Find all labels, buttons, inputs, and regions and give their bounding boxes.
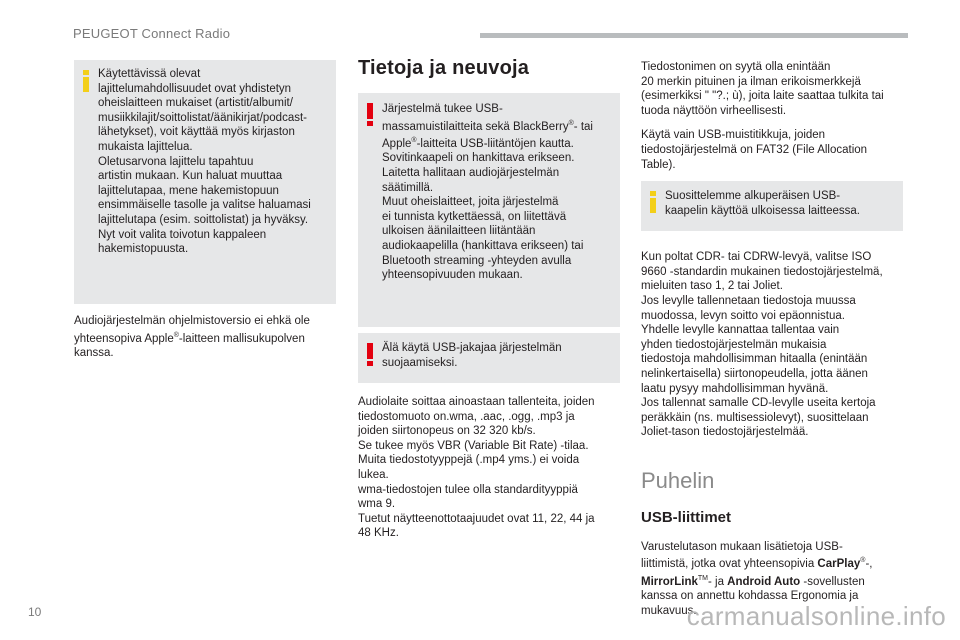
para-line: Kun poltat CDR- tai CDRW-levyä, valitse ISO xyxy=(641,251,872,264)
registered-mark: ® xyxy=(568,119,574,127)
column-3 xyxy=(641,60,903,619)
android-auto-label: Android Auto xyxy=(727,575,801,588)
text-fragment: - ja xyxy=(707,575,728,588)
text-fragment: yhteensopiva Apple xyxy=(74,332,174,345)
para-line: tiedostomuoto on.wma, .aac, .ogg, .mp3 ja xyxy=(358,410,575,423)
note-line: Laitetta hallitaan audiojärjestelmän xyxy=(382,167,560,180)
header-divider-bar xyxy=(480,33,908,38)
note-line: lajittelutapaa, mene hakemistopuun xyxy=(98,184,279,197)
info-icon-bar xyxy=(83,77,89,92)
text-fragment: -laitteen mallisukupolven xyxy=(178,332,305,345)
note-line xyxy=(382,117,610,134)
note-line: ulkoisen äänilaitteen liitäntään xyxy=(382,225,536,238)
para-line: peräkkäin (ns. multisessiolevyt), suosittelaan xyxy=(641,411,869,424)
para-line: mukavuus. xyxy=(641,604,697,617)
info-icon-dot xyxy=(650,191,656,196)
para-line: Muita tiedostotyyppejä (.mp4 yms.) ei voida xyxy=(358,454,580,467)
para-line: nelinkertaisella) siirtonopeudella, jotta äänen xyxy=(641,367,868,380)
note-line: säätimillä. xyxy=(382,181,434,194)
para-line: Table). xyxy=(641,158,676,171)
para-line: tiedostojärjestelmä on FAT32 (File Allocation xyxy=(641,143,868,156)
chapter-title: Puhelin xyxy=(641,467,715,493)
watermark: carmanualsonline.info xyxy=(686,601,946,631)
warning-icon xyxy=(366,103,374,125)
para-line xyxy=(641,572,903,589)
para-line: Käytä vain USB-muistitikkuja, joiden xyxy=(641,129,826,142)
note-line: Bluetooth streaming -yhteyden avulla xyxy=(382,254,572,267)
text-fragment: - tai xyxy=(573,120,593,133)
note-line: lajittelumahdollisuudet ovat yhdistetyn xyxy=(98,82,292,95)
warning-note-usb-hub xyxy=(358,333,620,383)
para-line xyxy=(641,554,903,571)
para-line: lukea. xyxy=(358,468,389,481)
header-title: PEUGEOT Connect Radio xyxy=(73,26,231,41)
para-line: (esimerkiksi " "?.; ù), joita laite saattaa tulkita tai xyxy=(641,90,884,103)
para-line: Tiedostonimen on syytä olla enintään xyxy=(641,61,831,73)
page-number: 10 xyxy=(28,605,42,619)
para-line xyxy=(74,329,336,346)
para-line: muodossa, levyn soitto voi epäonnistua. xyxy=(641,309,845,322)
note-line: Älä käytä USB-jakajaa järjestelmän xyxy=(382,342,562,354)
para-line: Audiojärjestelmän ohjelmistoversio ei ehkä ole xyxy=(74,315,310,327)
info-icon-dot xyxy=(83,70,89,75)
note-line: audiokaapelilla (hankittava erikseen) tai xyxy=(382,240,584,252)
text-fragment: Apple xyxy=(382,137,412,150)
cd-burning-paragraph xyxy=(641,250,903,440)
info-note xyxy=(74,60,336,304)
note-line: kaapelin käyttöä ulkoisessa laitteessa. xyxy=(665,204,860,217)
note-line: Oletusarvona lajittelu tapahtuu xyxy=(98,155,254,168)
para-line: Se tukee myös VBR (Variable Bit Rate) -tilaa. xyxy=(358,439,589,452)
note-line: Järjestelmä tukee USB- xyxy=(382,103,503,115)
note-line: ei tunnista kytkettäessä, on liitettävä xyxy=(382,210,567,223)
warning-note-usb xyxy=(358,93,620,327)
text-fragment: -laitteita USB-liitäntöjen kautta. xyxy=(416,137,574,150)
para-line: Yhdelle levylle kannattaa tallentaa vain xyxy=(641,324,840,337)
note-line: artistin mukaan. Kun haluat muuttaa xyxy=(98,170,283,183)
para-line: Audiolaite soittaa ainoastaan tallenteita, joiden xyxy=(358,396,595,408)
note-line: hakemistopuusta. xyxy=(98,243,189,256)
warning-icon-dot xyxy=(367,361,373,366)
para-line: kanssa. xyxy=(74,347,114,360)
para-line: wma-tiedostojen tulee olla standardityyppiä xyxy=(358,483,578,496)
para-line: joiden siirtonopeus on 32 320 kb/s. xyxy=(358,425,536,438)
text-fragment: -sovellusten xyxy=(800,575,865,588)
carplay-label: CarPlay xyxy=(817,558,861,571)
note-line: oheislaitteen mukaiset (artistit/albumit/ xyxy=(98,97,293,110)
info-icon xyxy=(82,70,90,92)
trademark-mark: TM xyxy=(697,574,708,582)
audio-format-paragraph xyxy=(358,395,620,541)
para-line: laatu pysyy mahdollisimman hyvänä. xyxy=(641,382,829,395)
text-fragment: liittimistä, jotka ovat yhteensopivia xyxy=(641,558,818,571)
text-fragment: -, xyxy=(865,558,873,571)
apple-compat-paragraph xyxy=(74,314,336,361)
para-line: tiedostoja mahdollisimman hitaalla (enintään xyxy=(641,353,868,366)
para-line: 48 KHz. xyxy=(358,527,399,540)
warning-icon xyxy=(366,343,374,365)
note-line: mukaista lajittelua. xyxy=(98,140,193,153)
para-line: tuoda näyttöön virheellisesti. xyxy=(641,104,787,117)
registered-mark: ® xyxy=(173,331,179,339)
para-line: yhden tiedostojärjestelmän mukaisia xyxy=(641,338,827,351)
subheading: USB-liittimet xyxy=(641,508,731,526)
warning-icon-bar xyxy=(367,103,373,119)
para-line: 20 merkin pituinen ja ilman erikoismerkkejä xyxy=(641,75,861,88)
para-line: Tuetut näytteenottotaajuudet ovat 11, 22, 44 ja xyxy=(358,512,595,525)
section-title: Tietoja ja neuvoja xyxy=(358,57,530,79)
para-line: wma 9. xyxy=(358,498,396,511)
registered-mark: ® xyxy=(860,557,866,565)
para-line: Jos levylle tallennetaan tiedostoja muussa xyxy=(641,294,856,307)
note-line: ensimmäiselle tasolle ja valitse haluamasi xyxy=(98,199,311,212)
para-line: 9660 -standardin mukainen tiedostojärjestelmä, xyxy=(641,265,883,278)
note-line: Nyt voit valita toivotun kappaleen xyxy=(98,228,267,241)
note-line: musiikkilajit/soittolistat/äänikirjat/podcast- xyxy=(98,111,307,124)
note-line: yhteensopivuuden mukaan. xyxy=(382,269,523,282)
note-line: Suosittelemme alkuperäisen USB- xyxy=(665,190,841,203)
para-line: kanssa on annettu kohdassa Ergonomia ja xyxy=(641,590,859,603)
warning-icon-bar xyxy=(367,343,373,359)
registered-mark: ® xyxy=(411,137,417,145)
column-1 xyxy=(74,60,336,361)
para-line: Varustelutason mukaan lisätietoja USB- xyxy=(641,540,843,553)
para-line: mieluiten taso 1, 2 tai Joliet. xyxy=(641,280,783,293)
text-fragment: massamuistilaitteita sekä BlackBerry xyxy=(382,120,569,133)
para-line: Joliet-tason tiedostojärjestelmää. xyxy=(641,426,809,439)
mirrorlink-label: MirrorLink xyxy=(641,575,698,588)
note-line: lajittelutapa (esim. soittolistat) ja hyväksy. xyxy=(98,213,309,226)
note-line: lähetykset), voit käyttää myös kirjaston xyxy=(98,126,295,139)
fat32-paragraph xyxy=(641,128,903,172)
warning-icon-dot xyxy=(367,121,373,126)
info-icon xyxy=(649,191,657,213)
para-line: Jos tallennat samalle CD-levylle useita kertoja xyxy=(641,397,876,410)
note-line xyxy=(382,134,610,151)
column-2 xyxy=(358,57,620,541)
info-note-cable xyxy=(641,181,903,231)
filename-paragraph xyxy=(641,60,903,118)
note-line: Sovitinkaapeli on hankittava erikseen. xyxy=(382,152,575,165)
note-line: suojaamiseksi. xyxy=(382,356,458,369)
note-line: Muut oheislaitteet, joita järjestelmä xyxy=(382,196,559,209)
note-line: Käytettävissä olevat xyxy=(98,68,201,80)
info-icon-bar xyxy=(650,198,656,213)
